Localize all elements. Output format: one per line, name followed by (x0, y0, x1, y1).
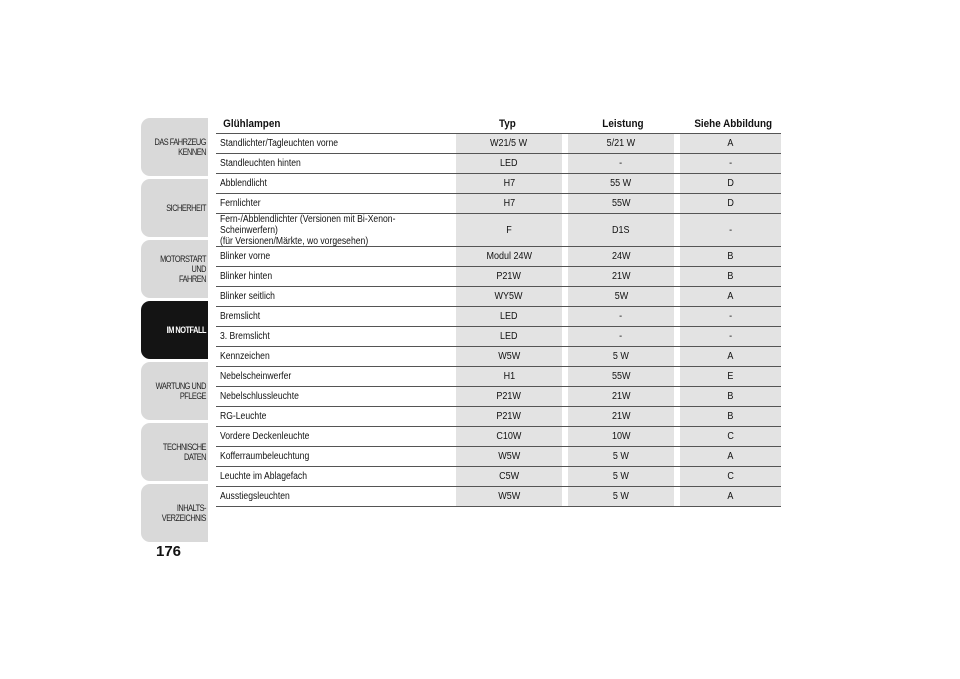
bulb-type: LED (500, 158, 518, 169)
table-body (216, 134, 781, 507)
table-row (216, 247, 781, 267)
tab-wartung-und-pflege[interactable] (141, 362, 208, 420)
header-typ: Typ (498, 118, 516, 130)
bulb-type-cell (456, 194, 562, 213)
figure-ref: D (727, 178, 734, 189)
tab-sicherheit[interactable] (141, 179, 208, 237)
header-gluehlampen: Glühlampen (223, 118, 281, 130)
bulb-power: 10W (611, 431, 631, 442)
table-row (216, 134, 781, 154)
tab-label: INHALTS- VERZEICHNIS (161, 503, 206, 523)
bulb-name: Ausstiegsleuchten (220, 491, 290, 502)
bulb-type-cell (456, 174, 562, 193)
bulb-name-cell (220, 467, 460, 486)
figure-ref: A (727, 351, 734, 362)
table-row (216, 367, 781, 387)
bulb-power: 5W (614, 291, 628, 302)
bulb-power: 5 W (612, 491, 630, 502)
bulb-type-cell (456, 247, 562, 266)
bulb-type-cell (456, 134, 562, 153)
bulb-type: H7 (503, 178, 515, 189)
bulb-type: LED (500, 331, 518, 342)
tab-im-notfall[interactable] (141, 301, 208, 359)
figure-ref: B (727, 391, 734, 402)
figure-ref-cell (680, 347, 781, 366)
bulb-power-cell (568, 387, 674, 406)
bulb-power: 21W (611, 271, 631, 282)
figure-ref: - (728, 331, 733, 342)
figure-ref-cell (680, 367, 781, 386)
bulb-name-cell (220, 174, 460, 193)
tab-label: MOTORSTART UND FAHREN (160, 254, 206, 284)
figure-ref: A (727, 291, 734, 302)
bulb-type: WY5W (494, 291, 523, 302)
bulb-type-cell (456, 307, 562, 326)
bulb-type: P21W (496, 271, 522, 282)
table-row (216, 467, 781, 487)
table-row (216, 174, 781, 194)
bulb-power: - (619, 158, 623, 169)
bulb-type: P21W (496, 411, 522, 422)
table-row (216, 447, 781, 467)
bulb-type: W21/5 W (490, 138, 528, 149)
bulb-name-cell (220, 347, 460, 366)
bulb-power-cell (568, 307, 674, 326)
bulb-name-cell (220, 194, 460, 213)
figure-ref-cell (680, 407, 781, 426)
bulb-name-cell (220, 447, 460, 466)
bulb-name: Fern-/Abblendlichter (Versionen mit Bi-Xenon-Scheinwerfern) (für Versionen/Märkte, wo vorgesehen) (220, 213, 396, 247)
header-leistung: Leistung (602, 118, 644, 130)
bulb-type: P21W (496, 391, 522, 402)
bulb-name-cell (220, 307, 460, 326)
bulb-type-cell (456, 387, 562, 406)
bulb-name: Kofferraumbeleuchtung (220, 451, 310, 462)
bulb-name: 3. Bremslicht (220, 331, 270, 342)
bulb-type-cell (456, 154, 562, 173)
table-row (216, 407, 781, 427)
bulb-power-cell (568, 174, 674, 193)
page-number: 176 (156, 543, 182, 560)
bulb-name-cell (220, 427, 460, 446)
figure-ref-cell (680, 247, 781, 266)
figure-ref: E (727, 371, 734, 382)
tab-technische-daten[interactable] (141, 423, 208, 481)
bulb-power: 21W (611, 411, 631, 422)
figure-ref-cell (680, 387, 781, 406)
bulb-name-cell (220, 134, 460, 153)
bulb-type-cell (456, 407, 562, 426)
bulb-power-cell (568, 347, 674, 366)
bulb-name-cell (220, 154, 460, 173)
bulb-power: - (619, 331, 623, 342)
bulb-table (216, 116, 781, 507)
bulb-type: W5W (497, 351, 520, 362)
bulb-power-cell (568, 134, 674, 153)
table-row (216, 267, 781, 287)
table-row (216, 347, 781, 367)
bulb-power-cell (568, 447, 674, 466)
bulb-type: W5W (497, 451, 520, 462)
tab-das-fahrzeug-kennen[interactable] (141, 118, 208, 176)
bulb-type: W5W (497, 491, 520, 502)
figure-ref: - (728, 311, 733, 322)
bulb-name-cell (220, 487, 460, 506)
figure-ref-cell (680, 154, 781, 173)
bulb-type: LED (500, 311, 518, 322)
figure-ref: A (727, 491, 734, 502)
bulb-name: Blinker vorne (220, 251, 271, 262)
table-header (216, 116, 781, 134)
bulb-type-cell (456, 327, 562, 346)
figure-ref-cell (680, 194, 781, 213)
bulb-power-cell (568, 327, 674, 346)
bulb-name: Leuchte im Ablagefach (220, 471, 308, 482)
bulb-name: Vordere Deckenleuchte (220, 431, 310, 442)
bulb-name: Nebelscheinwerfer (220, 371, 292, 382)
table-row (216, 427, 781, 447)
table-row (216, 387, 781, 407)
bulb-name: RG-Leuchte (220, 411, 267, 422)
bulb-type-cell (456, 347, 562, 366)
figure-ref: D (727, 198, 734, 209)
bulb-name-cell (220, 287, 460, 306)
figure-ref: B (727, 271, 734, 282)
bulb-power: - (619, 311, 623, 322)
tab-motorstart-und-fahren[interactable] (141, 240, 208, 298)
figure-ref: C (727, 471, 734, 482)
figure-ref-cell (680, 467, 781, 486)
bulb-power: 5/21 W (606, 138, 636, 149)
bulb-power-cell (568, 267, 674, 286)
figure-ref: A (727, 451, 734, 462)
bulb-power: 5 W (612, 451, 630, 462)
bulb-name: Standleuchten hinten (220, 158, 301, 169)
figure-ref-cell (680, 174, 781, 193)
bulb-type-cell (456, 467, 562, 486)
bulb-name-cell (220, 407, 460, 426)
figure-ref: - (728, 158, 733, 169)
bulb-power: 55 W (610, 178, 632, 189)
figure-ref-cell (680, 427, 781, 446)
bulb-name-cell (220, 267, 460, 286)
bulb-type: C5W (498, 471, 519, 482)
bulb-name: Nebelschlussleuchte (220, 391, 299, 402)
bulb-type: H7 (503, 198, 515, 209)
figure-ref-cell (680, 214, 781, 246)
bulb-type-cell (456, 367, 562, 386)
bulb-type: C10W (496, 431, 522, 442)
bulb-name-cell (220, 214, 460, 246)
figure-ref-cell (680, 327, 781, 346)
figure-ref: B (727, 251, 734, 262)
bulb-name: Blinker seitlich (220, 291, 275, 302)
bulb-type: Modul 24W (486, 251, 532, 262)
bulb-type-cell (456, 427, 562, 446)
bulb-power-cell (568, 287, 674, 306)
bulb-power: D1S (612, 224, 630, 236)
table-row (216, 487, 781, 507)
bulb-name: Kennzeichen (220, 351, 270, 362)
table-row (216, 154, 781, 174)
bulb-type: H1 (503, 371, 515, 382)
figure-ref: A (727, 138, 734, 149)
bulb-name-cell (220, 327, 460, 346)
bulb-name: Fernlichter (220, 198, 261, 209)
bulb-type-cell (456, 267, 562, 286)
table-row (216, 287, 781, 307)
bulb-name: Standlichter/Tagleuchten vorne (220, 138, 339, 149)
table-row (216, 307, 781, 327)
header-siehe-abbildung: Siehe Abbildung (694, 118, 773, 130)
figure-ref-cell (680, 447, 781, 466)
figure-ref-cell (680, 134, 781, 153)
bulb-power: 5 W (612, 471, 630, 482)
bulb-power-cell (568, 407, 674, 426)
bulb-name-cell (220, 247, 460, 266)
bulb-power-cell (568, 367, 674, 386)
bulb-power-cell (568, 487, 674, 506)
bulb-power: 21W (611, 391, 631, 402)
figure-ref-cell (680, 267, 781, 286)
bulb-type-cell (456, 214, 562, 246)
bulb-type-cell (456, 487, 562, 506)
tab-label: DAS FAHRZEUG KENNEN (154, 137, 206, 157)
table-row (216, 327, 781, 347)
bulb-power: 24W (611, 251, 631, 262)
bulb-power: 55W (611, 198, 631, 209)
bulb-name: Abblendlicht (220, 178, 267, 189)
bulb-power-cell (568, 214, 674, 246)
tab-inhalts-verzeichnis[interactable] (141, 484, 208, 542)
tab-label: WARTUNG UND PFLEGE (155, 381, 206, 401)
tab-label: TECHNISCHE DATEN (162, 442, 206, 462)
figure-ref: - (728, 224, 733, 236)
bulb-name: Bremslicht (220, 311, 261, 322)
table-row (216, 214, 781, 247)
tab-label: IM NOTFALL (166, 325, 206, 335)
table-row (216, 194, 781, 214)
figure-ref-cell (680, 287, 781, 306)
bulb-name-cell (220, 367, 460, 386)
bulb-type: F (506, 224, 512, 236)
figure-ref: C (727, 431, 734, 442)
figure-ref: B (727, 411, 734, 422)
bulb-power-cell (568, 467, 674, 486)
bulb-power-cell (568, 154, 674, 173)
bulb-power: 5 W (612, 351, 630, 362)
bulb-name-cell (220, 387, 460, 406)
figure-ref-cell (680, 487, 781, 506)
bulb-power-cell (568, 427, 674, 446)
bulb-power-cell (568, 247, 674, 266)
bulb-power: 55W (611, 371, 631, 382)
tab-label: SICHERHEIT (166, 203, 206, 213)
bulb-type-cell (456, 287, 562, 306)
bulb-name: Blinker hinten (220, 271, 273, 282)
bulb-power-cell (568, 194, 674, 213)
figure-ref-cell (680, 307, 781, 326)
bulb-type-cell (456, 447, 562, 466)
